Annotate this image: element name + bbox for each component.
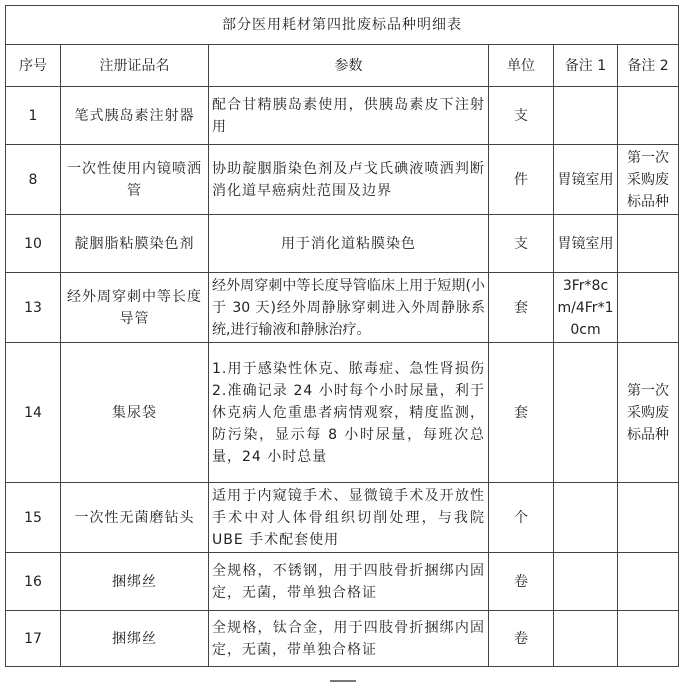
cell-unit: 件 — [489, 145, 554, 215]
header-row — [6, 45, 679, 87]
cell-note1 — [554, 611, 618, 667]
cell-seq: 8 — [6, 145, 61, 215]
cell-seq: 10 — [6, 215, 61, 273]
header-note2: 备注 2 — [618, 45, 679, 87]
header-params: 参数 — [209, 45, 489, 87]
table-row — [6, 87, 679, 145]
cell-seq: 13 — [6, 273, 61, 343]
cell-params: 协助靛胭脂染色剂及卢戈氏碘液喷洒判断消化道早癌病灶范围及边界 — [209, 145, 489, 215]
cell-unit: 卷 — [489, 611, 554, 667]
table-row — [6, 145, 679, 215]
table-row — [6, 273, 679, 343]
cell-unit: 卷 — [489, 553, 554, 611]
cell-name: 一次性使用内镜喷洒管 — [61, 145, 209, 215]
table-row — [6, 215, 679, 273]
header-name: 注册证品名 — [61, 45, 209, 87]
cell-seq: 14 — [6, 343, 61, 483]
cell-unit: 支 — [489, 215, 554, 273]
table-row — [6, 483, 679, 553]
cell-note2 — [618, 273, 679, 343]
page-break-mark — [330, 680, 356, 682]
cell-note1: 胃镜室用 — [554, 145, 618, 215]
cell-note2 — [618, 215, 679, 273]
cell-params: 配合甘精胰岛素使用，供胰岛素皮下注射用 — [209, 87, 489, 145]
cell-name: 集尿袋 — [61, 343, 209, 483]
cell-note2: 第一次采购废标品种 — [618, 145, 679, 215]
cell-note1 — [554, 87, 618, 145]
cell-params: 经外周穿刺中等长度导管临床上用于短期(小于 30 天)经外周静脉穿刺进入外周静脉系统,进行输液和静脉治疗。 — [209, 273, 489, 343]
cell-seq: 15 — [6, 483, 61, 553]
header-unit: 单位 — [489, 45, 554, 87]
cell-params: 适用于内窥镜手术、显微镜手术及开放性手术中对人体骨组织切削处理，与我院 UBE 手术配套使用 — [209, 483, 489, 553]
cell-note2 — [618, 87, 679, 145]
cell-params: 用于消化道粘膜染色 — [209, 215, 489, 273]
table-row — [6, 553, 679, 611]
cell-note1 — [554, 553, 618, 611]
cell-note1: 胃镜室用 — [554, 215, 618, 273]
waste-bid-table — [5, 5, 679, 667]
cell-name: 笔式胰岛素注射器 — [61, 87, 209, 145]
cell-note1 — [554, 343, 618, 483]
table-title: 部分医用耗材第四批废标品种明细表 — [6, 6, 679, 45]
table-row — [6, 343, 679, 483]
cell-note1: 3Fr*8cm/4Fr*10cm — [554, 273, 618, 343]
cell-params: 1.用于感染性休克、脓毒症、急性肾损伤 2.准确记录 24 小时每个小时尿量，利于休克病人危重患者病情观察，精度监测，防污染，显示每 8 小时尿量，每班次总量，24 小时总量 — [209, 343, 489, 483]
cell-name: 经外周穿刺中等长度导管 — [61, 273, 209, 343]
cell-params: 全规格，钛合金，用于四肢骨折捆绑内固定，无菌，带单独合格证 — [209, 611, 489, 667]
cell-name: 靛胭脂粘膜染色剂 — [61, 215, 209, 273]
table-row — [6, 611, 679, 667]
cell-unit: 套 — [489, 273, 554, 343]
cell-seq: 1 — [6, 87, 61, 145]
cell-seq: 16 — [6, 553, 61, 611]
cell-unit: 个 — [489, 483, 554, 553]
cell-note1 — [554, 483, 618, 553]
cell-name: 一次性无菌磨钻头 — [61, 483, 209, 553]
cell-note2 — [618, 611, 679, 667]
header-note1: 备注 1 — [554, 45, 618, 87]
cell-name: 捆绑丝 — [61, 611, 209, 667]
cell-params: 全规格，不锈钢，用于四肢骨折捆绑内固定，无菌，带单独合格证 — [209, 553, 489, 611]
cell-note2 — [618, 483, 679, 553]
header-seq: 序号 — [6, 45, 61, 87]
cell-unit: 支 — [489, 87, 554, 145]
cell-name: 捆绑丝 — [61, 553, 209, 611]
cell-note2: 第一次采购废标品种 — [618, 343, 679, 483]
cell-note2 — [618, 553, 679, 611]
cell-unit: 套 — [489, 343, 554, 483]
cell-seq: 17 — [6, 611, 61, 667]
